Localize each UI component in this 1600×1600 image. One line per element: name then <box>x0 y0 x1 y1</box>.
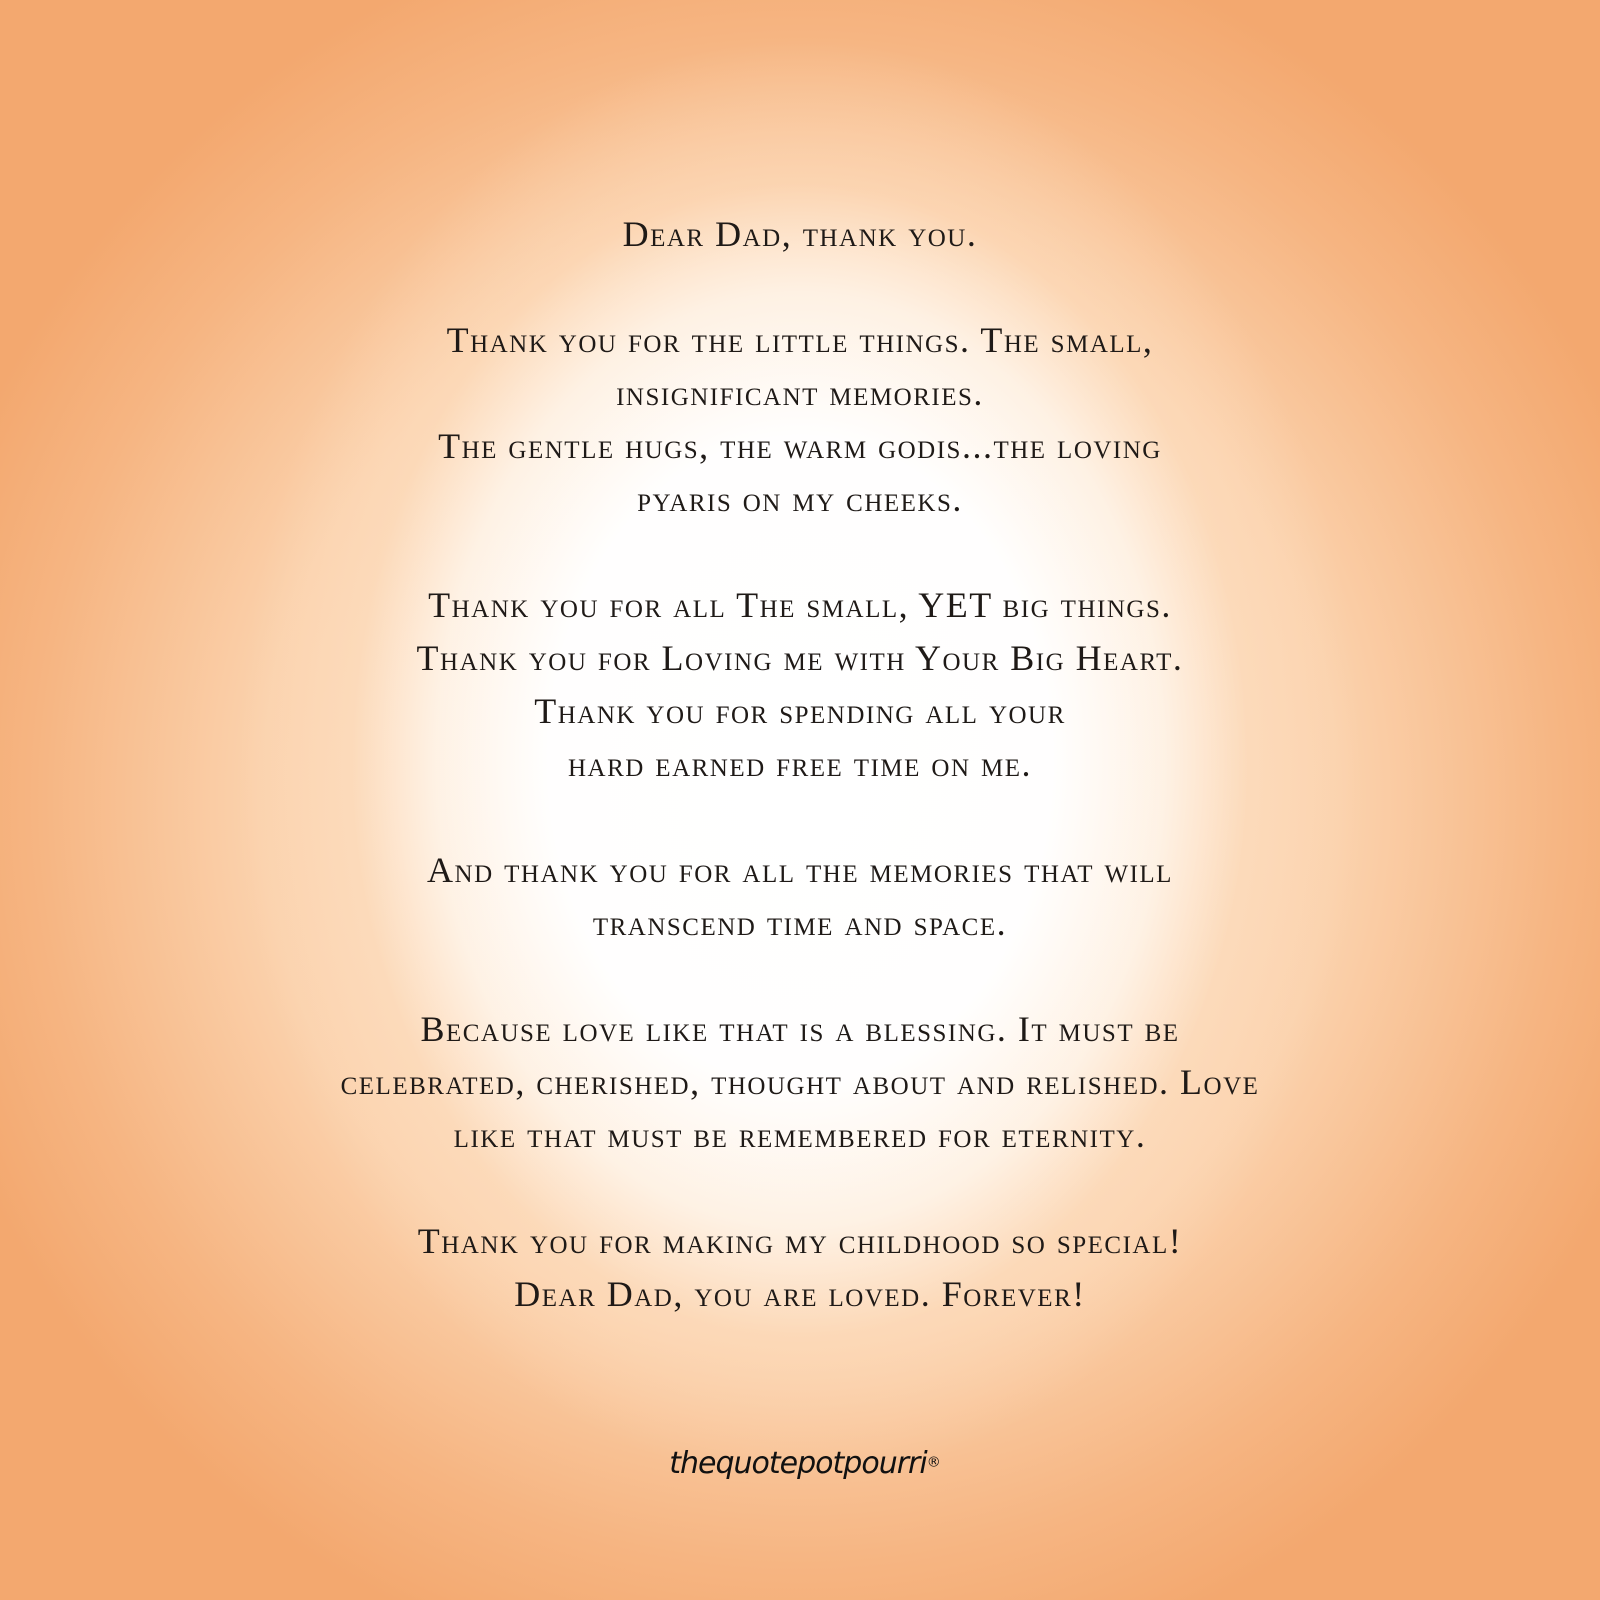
poem-line: Thank you for spending all your <box>534 691 1066 731</box>
poem-line: Because love like that is a blessing. It must be <box>420 1009 1180 1049</box>
poem-line: The gentle hugs, the warm godis...the loving <box>438 426 1162 466</box>
registered-mark-icon: ® <box>926 1454 941 1471</box>
poem-line: pyaris on my cheeks. <box>637 479 963 519</box>
poem-line: Thank you for all The small, YET big things. <box>428 585 1172 625</box>
poem-line: And thank you for all the memories that will <box>427 850 1173 890</box>
poem-line: celebrated, cherished, thought about and relished. Love <box>340 1062 1260 1102</box>
poem-line: Dear Dad, you are loved. Forever! <box>514 1274 1086 1314</box>
poem-stanza-1 <box>200 208 1400 261</box>
poem-stanza-5 <box>200 1003 1400 1162</box>
poem-line: Thank you for Loving me with Your Big Heart. <box>416 638 1184 678</box>
poem-line: Thank you for making my childhood so special! <box>417 1221 1183 1261</box>
poem-line: like that must be remembered for eternity. <box>453 1115 1147 1155</box>
brand-logo-text: thequotepotpourri <box>669 1446 927 1481</box>
poem-stanza-3 <box>200 579 1400 791</box>
poem-line: Dear Dad, thank you. <box>622 214 978 254</box>
poem-stanza-4 <box>200 844 1400 950</box>
brand-logo <box>660 1446 950 1506</box>
poem-stanza-2 <box>200 314 1400 526</box>
poem-line: insignificant memories. <box>616 373 984 413</box>
poem-line: hard earned free time on me. <box>567 744 1033 784</box>
poem-stanza-6 <box>200 1215 1400 1321</box>
poem-line: Thank you for the little things. The small, <box>446 320 1154 360</box>
poem-text <box>200 208 1400 1321</box>
poem-line: transcend time and space. <box>592 903 1008 943</box>
